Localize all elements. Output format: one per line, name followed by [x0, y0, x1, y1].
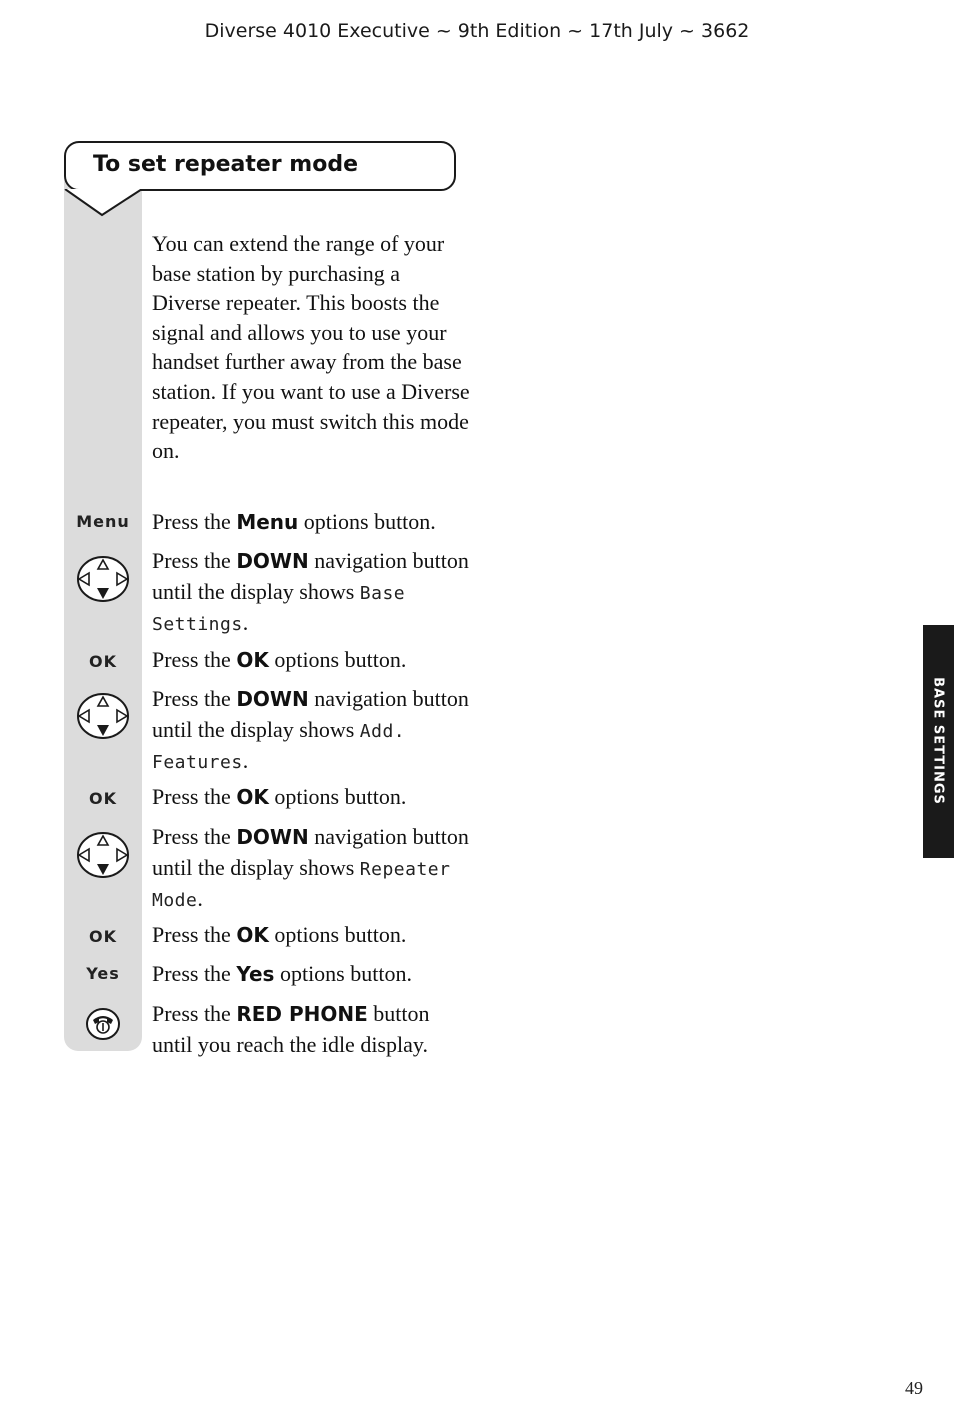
step-text: options button. [268, 784, 407, 809]
step-text: navigation button until the display shows [152, 686, 469, 742]
step-6 [152, 822, 472, 916]
step-3 [152, 645, 472, 676]
step-text: . [197, 886, 203, 912]
step-text: navigation button until the display shows [152, 824, 469, 880]
navigation-down-icon [76, 692, 130, 740]
step-1 [152, 507, 472, 538]
step-keyword: Menu [236, 510, 299, 534]
step-keyword: DOWN [236, 549, 309, 573]
intro-paragraph: You can extend the range of your base station by purchasing a Diverse repeater. This boosts the signal and allows you to use your handset further away from the base station. If you want to use a Diverse repeater, you must switch this mode on. [152, 231, 470, 464]
ok-key-label: OK [89, 927, 117, 946]
display-text: Add. Features [152, 720, 406, 774]
step-keyword: OK [236, 785, 269, 809]
step-keyword: DOWN [236, 687, 309, 711]
step-keyword: RED PHONE [236, 1002, 368, 1026]
menu-key-label: Menu [76, 512, 130, 531]
section-side-tab-label: BASE SETTINGS [930, 677, 946, 805]
step-keyword: OK [236, 923, 269, 947]
step-keyword: Yes [236, 962, 275, 986]
step-text: Press the [152, 548, 237, 573]
ok-key-label: OK [89, 789, 117, 808]
display-text: Base Settings [152, 582, 406, 636]
step-text: Press the [152, 509, 237, 534]
navigation-down-icon [76, 831, 130, 879]
step-text: options button. [268, 922, 407, 947]
document-header: Diverse 4010 Executive ~ 9th Edition ~ 17th July ~ 3662 [204, 20, 750, 42]
step-5 [152, 782, 472, 813]
red-phone-icon [85, 1007, 121, 1041]
step-4 [152, 684, 472, 778]
navigation-down-icon [76, 555, 130, 603]
yes-key-label: Yes [86, 964, 120, 983]
step-text: options button. [274, 961, 412, 986]
step-text: options button. [298, 509, 436, 534]
step-text: Press the [152, 686, 237, 711]
step-8 [152, 959, 472, 990]
step-text: Press the [152, 647, 237, 672]
step-text: Press the [152, 922, 237, 947]
step-text: button until you reach the idle display. [152, 1001, 430, 1057]
step-text: Press the [152, 961, 237, 986]
step-7 [152, 920, 472, 951]
step-text: navigation button until the display shows [152, 548, 469, 604]
section-title: To set repeater mode [93, 152, 358, 177]
step-keyword: OK [236, 648, 269, 672]
display-text: Repeater Mode [152, 858, 451, 912]
step-text: . [242, 610, 249, 636]
step-keyword: DOWN [236, 825, 309, 849]
icon-column-background [64, 180, 142, 1051]
title-box-pointer [64, 189, 146, 221]
ok-key-label: OK [89, 652, 117, 671]
page-number: 49 [905, 1378, 923, 1398]
step-text: Press the [152, 1001, 237, 1026]
step-9 [152, 999, 472, 1059]
step-text: . [242, 748, 249, 774]
step-text: Press the [152, 784, 237, 809]
step-2 [152, 546, 472, 640]
step-text: options button. [268, 647, 407, 672]
step-text: Press the [152, 824, 237, 849]
